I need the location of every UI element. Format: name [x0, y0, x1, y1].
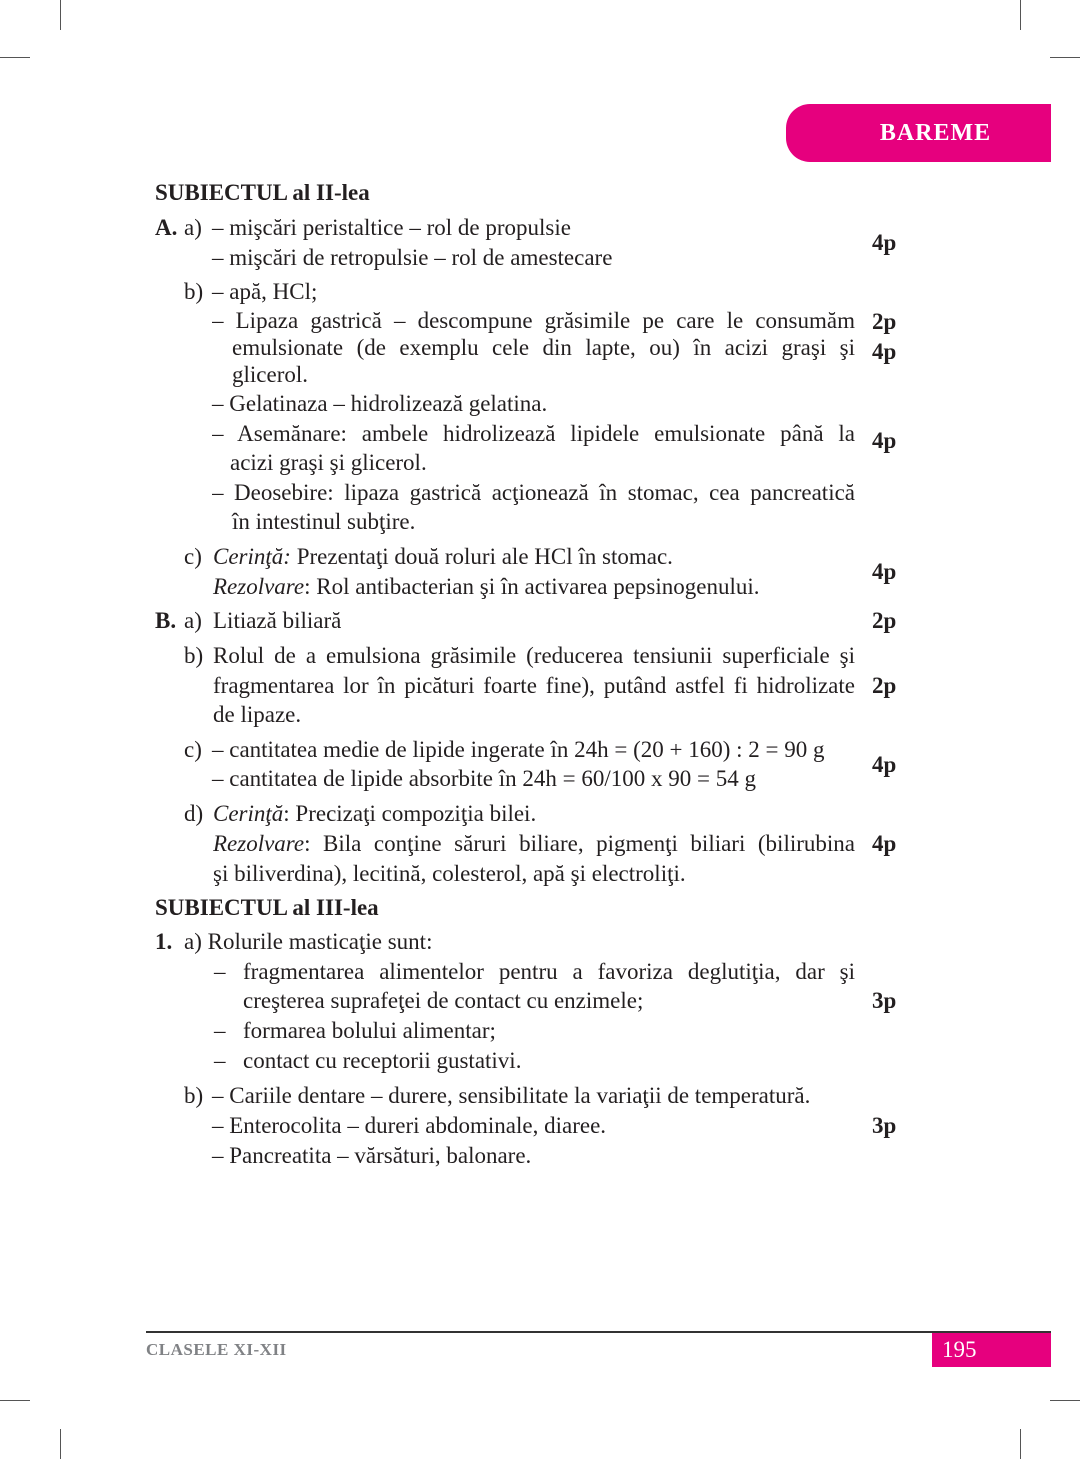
item-label: A. [155, 215, 178, 240]
requirement-line [213, 543, 673, 571]
bullet-dash: – [214, 959, 226, 984]
subitem-label: b) [184, 643, 204, 668]
subitem-label: c) [184, 544, 202, 569]
points: 4p [872, 339, 897, 364]
answer-line: – cantitatea medie de lipide ingerate în 24h = (20 + 160) : 2 = 90 g [212, 737, 825, 762]
requirement-text: Prezentaţi două roluri ale HCl în stomac. [290, 544, 673, 569]
section-tab-bareme: BAREME [786, 104, 1051, 162]
crop-mark [60, 1429, 61, 1459]
crop-mark [1050, 1400, 1080, 1401]
answer-line: acizi graşi şi glicerol. [230, 450, 427, 475]
subitem-label: a) [184, 608, 202, 633]
points: 2p [872, 608, 897, 633]
footer-divider [146, 1331, 1051, 1333]
answer-line: – Asemănare: ambele hidrolizează lipidele emulsionate până la [212, 421, 855, 446]
answer-line: – Lipaza gastrică – descompune grăsimile pe care le consumăm [212, 308, 855, 333]
solution-text: : Bila conţine săruri biliare, pigmenţi biliari (bilirubina [304, 831, 855, 856]
points: 4p [872, 559, 897, 584]
solution-label: Rezolvare [213, 574, 305, 599]
crop-mark [0, 57, 30, 58]
subitem-label: d) [184, 801, 204, 826]
bullet-dash: – [214, 1048, 226, 1073]
requirement-label: Cerinţă [213, 801, 284, 826]
answer-line: – cantitatea de lipide absorbite în 24h = 60/100 x 90 = 54 g [212, 766, 756, 791]
answer-line: creşterea suprafeţei de contact cu enzimele; [243, 988, 644, 1013]
footer-series: CLASELE XI-XII [146, 1340, 287, 1359]
points: 4p [872, 752, 897, 777]
answer-line: – Deosebire: lipaza gastrică acţionează în stomac, cea pancreatică [212, 480, 855, 505]
answer-line: – Cariile dentare – durere, sensibilitate la variaţii de temperatură. [212, 1083, 811, 1108]
subitem-label: b) [184, 279, 204, 304]
points: 4p [872, 230, 897, 255]
subitem-heading: a) Rolurile masticaţie sunt: [184, 929, 433, 954]
points: 2p [872, 309, 897, 334]
answer-line: fragmentarea lor în picături foarte fine), putând astfel fi hidrolizate [213, 673, 855, 698]
requirement-label: Cerinţă: [213, 544, 291, 569]
answer-line: în intestinul subţire. [232, 509, 416, 534]
solution-line: şi biliverdina), lecitină, colesterol, apă şi electroliţi. [213, 861, 686, 886]
answer-line: emulsionate (de exemplu cele din lapte, ou) în acizi graşi şi [232, 335, 855, 360]
answer-line: fragmentarea alimentelor pentru a favoriza deglutiţia, dar şi [243, 959, 855, 984]
answer-line: glicerol. [232, 362, 308, 387]
crop-mark [1050, 57, 1080, 58]
solution-text: : Rol antibacterian şi în activarea pepsinogenului. [304, 574, 760, 599]
solution-label: Rezolvare [213, 831, 305, 856]
solution-line [213, 573, 760, 601]
answer-line: – Pancreatita – vărsături, balonare. [212, 1143, 532, 1168]
bullet-dash: – [214, 1018, 226, 1043]
section-title: SUBIECTUL al II-lea [155, 180, 370, 205]
answer-line: – Gelatinaza – hidrolizează gelatina. [212, 391, 548, 416]
subitem-label: c) [184, 737, 202, 762]
solution-line [213, 830, 855, 858]
points: 3p [872, 1113, 897, 1138]
subitem-label: b) [184, 1083, 204, 1108]
item-label: B. [155, 608, 177, 633]
points: 3p [872, 988, 897, 1013]
answer-line: – apă, HCl; [212, 279, 318, 304]
answer-line: de lipaze. [213, 702, 302, 727]
subitem-label: a) [184, 215, 202, 240]
answer-line: – Enterocolita – dureri abdominale, diaree. [212, 1113, 607, 1138]
answer-line: contact cu receptorii gustativi. [243, 1048, 522, 1073]
requirement-line [213, 800, 536, 828]
item-label: 1. [155, 929, 173, 954]
answer-line: – mişcări de retropulsie – rol de amestecare [212, 245, 613, 270]
answer-line: – mişcări peristaltice – rol de propulsie [212, 215, 571, 240]
answer-line: Rolul de a emulsiona grăsimile (reducerea tensiunii superficiale şi [213, 643, 855, 668]
answer-line: Litiază biliară [213, 608, 342, 633]
requirement-text: : Precizaţi compoziţia bilei. [283, 801, 537, 826]
points: 4p [872, 428, 897, 453]
crop-mark [1020, 0, 1021, 30]
answer-line: formarea bolului alimentar; [243, 1018, 496, 1043]
points: 2p [872, 673, 897, 698]
crop-mark [1020, 1429, 1021, 1459]
page-number: 195 [932, 1333, 1051, 1367]
crop-mark [60, 0, 61, 30]
points: 4p [872, 831, 897, 856]
section-title: SUBIECTUL al III-lea [155, 895, 379, 920]
crop-mark [0, 1400, 30, 1401]
